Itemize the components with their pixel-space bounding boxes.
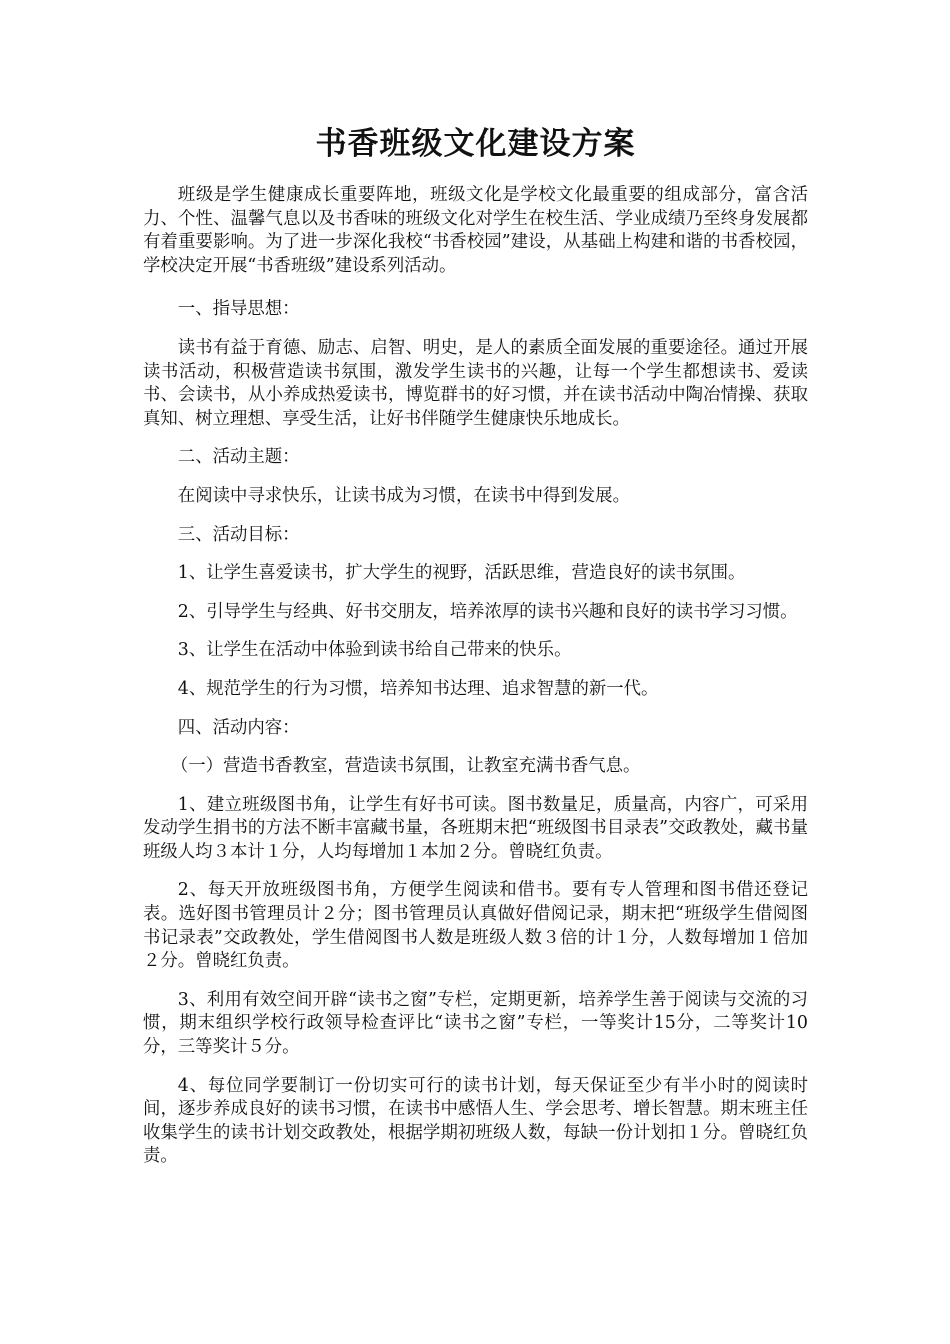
goal-item: 3、让学生在活动中体验到读书给自己带来的快乐。	[177, 640, 572, 661]
content-item: 2、每天开放班级图书角，方便学生阅读和借书。要有专人管理和图书借还登记表。选好图书管理员计２分；图书管理员认真做好借阅记录，期末把“班级学生借阅图书记录表”交政教处，学生借阅图书人数是班级人数３倍的计１分，人数每增加１倍加２分。曾晓红负责。	[143, 880, 808, 972]
section-1-body: 读书有益于育德、励志、启智、明史，是人的素质全面发展的重要途径。通过开展读书活动，积极营造读书氛围，激发学生读书的兴趣，让每一个学生都想读书、爱读书、会读书，从小养成热爱读书，博览群书的好习惯，并在读书活动中陶冶情操、获取真知、树立理想、享受生活，让好书伴随学生健康快乐地成长。	[143, 337, 808, 429]
document-page	[143, 122, 808, 1184]
document-title: 书香班级文化建设方案	[315, 126, 636, 162]
section-2-body: 在阅读中寻求快乐，让读书成为习惯，在读书中得到发展。	[177, 485, 630, 506]
content-item: 3、利用有效空间开辟“读书之窗”专栏，定期更新，培养学生善于阅读与交流的习惯，期末组织学校行政领导检查评比“读书之窗”专栏，一等奖计15分，二等奖计10分，三等奖计５分。	[143, 989, 808, 1058]
content-item: 4、每位同学要制订一份切实可行的读书计划，每天保证至少有半小时的阅读时间，逐步养成良好的读书习惯，在读书中感悟人生、学会思考、增长智慧。期末班主任收集学生的读书计划交政教处，根据学期初班级人数，每缺一份计划扣１分。曾晓红负责。	[143, 1075, 808, 1167]
section-3-heading: 三、活动目标：	[177, 524, 300, 545]
section-4-heading: 四、活动内容：	[177, 717, 300, 738]
content-item: 1、建立班级图书角，让学生有好书可读。图书数量足，质量高，内容广，可采用发动学生捐书的方法不断丰富藏书量，各班期末把“班级图书目录表”交政教处，藏书量班级人均３本计１分，人均每增加１本加２分。曾晓红负责。	[143, 794, 808, 862]
goal-item: 4、规范学生的行为习惯，培养知书达理、追求智慧的新一代。	[177, 678, 659, 699]
section-4-subheading: （一）营造书香教室，营造读书氛围，让教室充满书香气息。	[170, 756, 641, 777]
goal-item: 1、让学生喜爱读书，扩大学生的视野，活跃思维，营造良好的读书氛围。	[177, 563, 746, 584]
intro-paragraph: 班级是学生健康成长重要阵地，班级文化是学校文化最重要的组成部分，富含活力、个性、温馨气息以及书香味的班级文化对学生在校生活、学业成绩乃至终身发展都有着重要影响。为了进一步深化我校“书香校园”建设，从基础上构建和谐的书香校园，学校决定开展“书香班级”建设系列活动。	[143, 185, 808, 276]
section-1-heading: 一、指导思想：	[177, 299, 300, 320]
section-2-heading: 二、活动主题：	[177, 447, 300, 468]
goal-item: 2、引导学生与经典、好书交朋友，培养浓厚的读书兴趣和良好的读书学习习惯。	[177, 601, 798, 622]
